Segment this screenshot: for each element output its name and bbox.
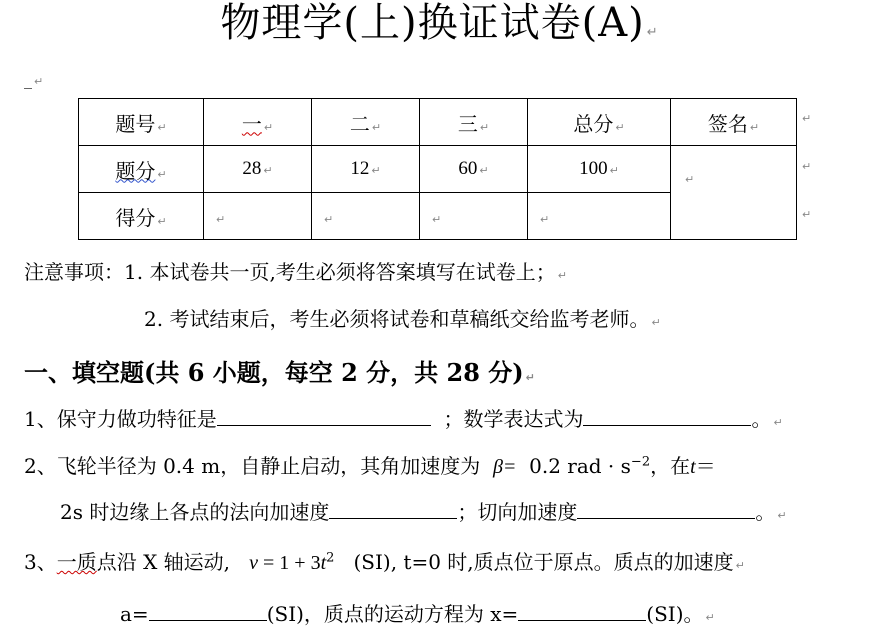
- q2-value: 0.2 rad · s: [529, 454, 631, 478]
- paragraph-mark-icon: ↵: [651, 316, 661, 329]
- q3-formula-t: t: [320, 552, 327, 574]
- signature-cell[interactable]: [671, 146, 797, 240]
- table-cell: [312, 99, 420, 146]
- paragraph-mark-icon: ↵: [479, 164, 489, 177]
- row-label: 得分: [115, 205, 156, 230]
- answer-blank[interactable]: [149, 602, 267, 621]
- notes-item-1: 1. 本试卷共一页,考生必须将答案填写在试卷上；: [124, 260, 556, 284]
- question-3-line-1: [24, 546, 745, 575]
- header-cell-label: 签名: [707, 111, 748, 136]
- q2-end: 。: [755, 500, 776, 524]
- notes-item-2: 2. 考试结束后，考生必须将试卷和草稿纸交给监考老师。: [144, 307, 650, 331]
- question-2-line-1: [24, 450, 716, 479]
- paragraph-mark-icon: ↵: [802, 208, 812, 221]
- q1-text-2: ；数学表达式为: [443, 407, 584, 431]
- answer-blank[interactable]: [583, 407, 751, 426]
- paragraph-mark-icon: ↵: [263, 164, 273, 177]
- notes-label: 注意事项：: [24, 260, 124, 284]
- stray-underscore: _: [24, 70, 32, 89]
- paragraph-mark-icon: ↵: [557, 269, 568, 282]
- table-cell: [79, 193, 204, 240]
- table-cell: [420, 146, 528, 193]
- header-cell-label: 一: [241, 111, 262, 136]
- q3-line2-text-2: (SI)。: [646, 602, 704, 626]
- header-cell-label: 三: [457, 111, 478, 136]
- table-cell: [204, 99, 312, 146]
- row-label: 题分: [115, 158, 156, 183]
- score-value: 28: [242, 158, 262, 179]
- answer-blank[interactable]: [518, 602, 646, 621]
- table-cell: [420, 99, 528, 146]
- answer-blank[interactable]: [577, 500, 755, 519]
- table-cell: [79, 146, 204, 193]
- table-cell: [204, 146, 312, 193]
- answer-blank[interactable]: [329, 500, 457, 519]
- q3-text-1b: 点沿 X 轴运动,: [96, 550, 231, 574]
- q1-text-1: 1、保守力做功特征是: [24, 407, 217, 431]
- section-heading: [24, 353, 535, 388]
- score-entry-cell[interactable]: [204, 193, 312, 240]
- q2-t: t: [690, 456, 696, 478]
- table-cell: [671, 99, 797, 146]
- score-value: 100: [579, 158, 608, 179]
- score-value: 60: [458, 158, 478, 179]
- question-3-line-2: [120, 598, 715, 627]
- q3-formula-v: v: [249, 552, 259, 574]
- paragraph-mark-icon: ↵: [432, 213, 442, 226]
- q3-wavy-text: 一质: [56, 550, 97, 574]
- paragraph-mark-icon: ↵: [157, 214, 167, 228]
- stray-mark: [24, 70, 43, 89]
- paragraph-mark-icon: ↵: [263, 120, 274, 134]
- paragraph-mark-icon: ↵: [324, 213, 334, 226]
- paragraph-mark-icon: ↵: [773, 416, 783, 429]
- score-value: 12: [350, 158, 370, 179]
- q3-line2-text-1: (SI)，质点的运动方程为 x=: [266, 602, 519, 626]
- header-cell-label: 题号: [115, 111, 156, 136]
- title-text: 物理学(上)换证试卷(A): [220, 0, 645, 46]
- q2-line2-text-2: ；切向加速度: [457, 500, 578, 524]
- notes-line-1: [24, 256, 567, 285]
- table-cell: [312, 146, 420, 193]
- paragraph-mark-icon: ↵: [540, 213, 550, 226]
- paragraph-mark-icon: ↵: [685, 173, 695, 186]
- q2-line2-text-1: 2s 时边缘上各点的法向加速度: [60, 500, 330, 524]
- answer-blank[interactable]: [217, 407, 431, 426]
- paragraph-mark-icon: ↵: [802, 112, 812, 125]
- table-row: [79, 146, 797, 193]
- paragraph-mark-icon: ↵: [34, 75, 44, 88]
- score-entry-cell[interactable]: [420, 193, 528, 240]
- paragraph-mark-icon: ↵: [615, 120, 625, 134]
- q3-text-2: (SI), t=0 时,质点位于原点。质点的加速度: [353, 550, 734, 574]
- paragraph-mark-icon: ↵: [525, 371, 535, 384]
- score-entry-cell[interactable]: [312, 193, 420, 240]
- paragraph-mark-icon: ↵: [749, 120, 760, 134]
- q2-text-2: ，在: [650, 454, 691, 478]
- q2-exponent: −2: [630, 454, 651, 470]
- q2-beta: β=: [492, 456, 517, 478]
- question-2-line-2: [60, 496, 787, 525]
- paragraph-mark-icon: ↵: [216, 213, 226, 226]
- table-row: [79, 99, 797, 146]
- header-cell-label: 二: [349, 111, 370, 136]
- score-table: [78, 98, 797, 240]
- q2-eq: ＝: [695, 454, 716, 478]
- paragraph-mark-icon: ↵: [479, 120, 490, 134]
- paragraph-mark-icon: ↵: [609, 164, 619, 177]
- paragraph-mark-icon: ↵: [157, 167, 167, 181]
- paragraph-mark-icon: ↵: [705, 611, 715, 624]
- paragraph-mark-icon: ↵: [157, 120, 167, 134]
- page-title: [0, 0, 879, 56]
- paragraph-mark-icon: ↵: [646, 25, 659, 40]
- table-cell: [528, 99, 671, 146]
- q3-text-1: 3、: [24, 550, 57, 574]
- q3-a-label: a=: [120, 602, 149, 626]
- paragraph-mark-icon: ↵: [735, 559, 745, 572]
- paragraph-mark-icon: ↵: [802, 160, 812, 173]
- section-heading-text: 一、填空题(共 6 小题，每空 2 分，共 28 分): [24, 358, 524, 387]
- paragraph-mark-icon: ↵: [777, 509, 787, 522]
- q3-formula-exp: 2: [326, 550, 335, 566]
- q1-end: 。: [751, 407, 772, 431]
- paragraph-mark-icon: ↵: [371, 164, 381, 177]
- q2-text-1: 2、飞轮半径为 0.4 m，自静止启动，其角加速度为: [24, 454, 481, 478]
- question-1: [24, 403, 783, 432]
- table-cell: [79, 99, 204, 146]
- paragraph-mark-icon: ↵: [371, 120, 382, 134]
- notes-line-2: [144, 303, 661, 332]
- score-entry-cell[interactable]: [528, 193, 671, 240]
- table-cell: [528, 146, 671, 193]
- header-cell-label: 总分: [573, 111, 614, 136]
- q3-formula-eq: = 1 + 3: [258, 552, 321, 574]
